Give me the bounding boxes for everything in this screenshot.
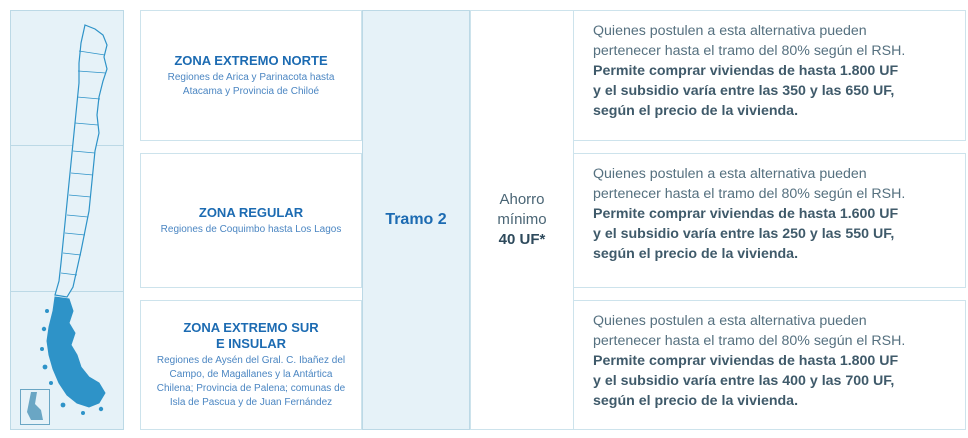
- antarctica-inset: [20, 389, 50, 425]
- ahorro-label: Ahorro: [499, 191, 545, 208]
- zone-regular: [140, 153, 362, 288]
- chile-map-icon: [11, 11, 125, 431]
- description-bold-text: Permite comprar viviendas de hasta 1.800 UF y el subsidio varía entre las 400 y las 700 UF, según el precio de la vivienda.: [593, 353, 899, 409]
- antarctica-icon: [21, 390, 49, 424]
- tramo-label: Tramo 2: [385, 211, 447, 228]
- description-text: Quienes postulen a esta alternativa pueden pertenecer hasta el tramo del 80% según el RSH.: [593, 166, 906, 202]
- description-box: [573, 153, 966, 288]
- zone-extremo-sur: [140, 300, 362, 430]
- zone-subtitle: Regiones de Coquimbo hasta Los Lagos: [160, 223, 342, 235]
- ahorro-value: 40 UF*: [498, 231, 546, 248]
- ahorro-label-minimo: mínimo: [497, 211, 547, 228]
- zone-extremo-norte: [140, 10, 362, 141]
- zone-title: ZONA REGULAR: [198, 204, 304, 220]
- description-box: [573, 10, 966, 141]
- zone-title: ZONA EXTREMO SUR E INSULAR: [183, 320, 319, 351]
- zone-subtitle: Regiones de Aysén del Gral. C. Ibañez del Campo, de Magallanes y la Antártica Chilena; Provincia de Palena; comunas de Isla de Pascua y de Juan Fernández: [156, 355, 346, 408]
- ahorro-column: [470, 10, 574, 430]
- tramo-column: [362, 10, 470, 430]
- description-text: Quienes postulen a esta alternativa pueden pertenecer hasta el tramo del 80% según el RSH.: [593, 23, 906, 59]
- chile-map-panel: [10, 10, 124, 430]
- description-bold-text: Permite comprar viviendas de hasta 1.800 UF y el subsidio varía entre las 350 y las 650 UF, según el precio de la vivienda.: [593, 63, 899, 119]
- description-text: Quienes postulen a esta alternativa pueden pertenecer hasta el tramo del 80% según el RSH.: [593, 313, 906, 349]
- zone-subtitle: Regiones de Arica y Parinacota hasta Atacama y Provincia de Chiloé: [167, 71, 335, 97]
- zone-title: ZONA EXTREMO NORTE: [174, 52, 328, 68]
- description-box: [573, 300, 966, 430]
- description-bold-text: Permite comprar viviendas de hasta 1.600 UF y el subsidio varía entre las 250 y las 550 UF, según el precio de la vivienda.: [593, 206, 899, 262]
